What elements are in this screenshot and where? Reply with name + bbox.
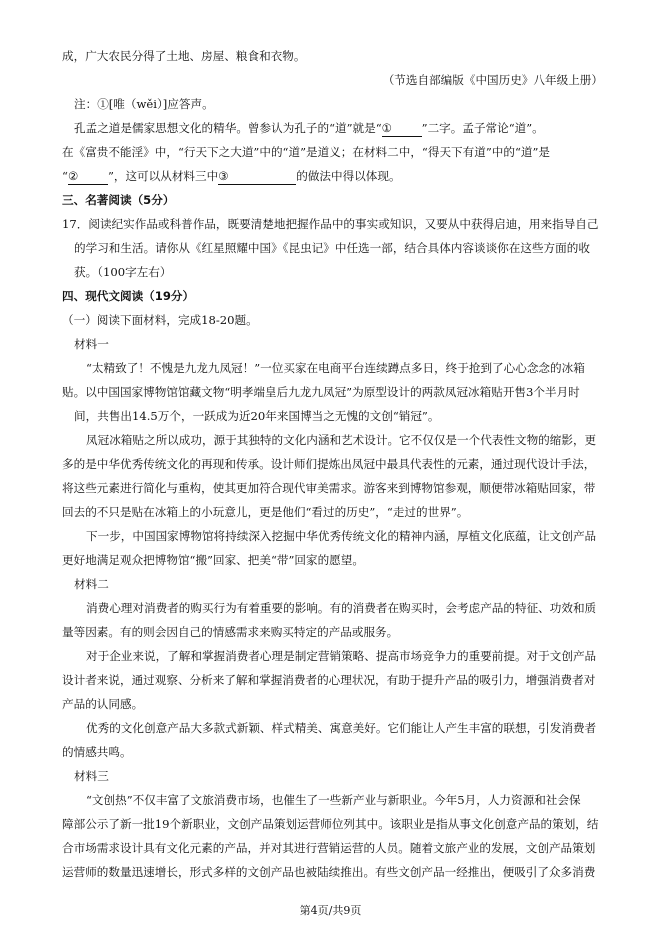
material-label: 材料三 bbox=[74, 769, 109, 783]
question-17: 17．阅读纪实作品或科普作品，既要清楚地把握作品中的事实或知识，又要从中获得启迪，用来指导自己 bbox=[62, 217, 599, 231]
paragraph-line: 运营师的数量迅速增长，形式多样的文创产品也被陆续推出。有些文创产品一经推出，便吸引了众多消费 bbox=[62, 865, 596, 879]
paragraph-line: “文创热”不仅丰富了文旅消费市场，也催生了一些新产业与新职业。今年5月，人力资源和社会保 bbox=[86, 793, 581, 807]
paragraph-line: 的情感共鸣。 bbox=[62, 745, 132, 759]
material-label: 材料二 bbox=[74, 577, 109, 591]
paragraph-line: 产品的认同感。 bbox=[62, 697, 144, 711]
paragraph-line: 合市场需求设计具有文化元素的产品，并对其进行营销运营的人员。随着文旅产业的发展，文创产品策划 bbox=[62, 841, 596, 855]
paragraph-line: 凤冠冰箱贴之所以成功，源于其独特的文化内涵和艺术设计。它不仅仅是一个代表性文物的缩影，更 bbox=[86, 433, 597, 447]
section-heading: 四、现代文阅读（19分） bbox=[62, 289, 195, 303]
paragraph-line: 多的是中华优秀传统文化的再现和传承。设计师们提炼出凤冠中最具代表性的元素，通过现代设计手法， bbox=[62, 457, 596, 471]
paragraph-line: “太精致了！不愧是九龙九凤冠！”一位买家在电商平台连续蹲点多日，终于抢到了心心念念的冰箱 bbox=[86, 361, 585, 375]
sub-heading: （一）阅读下面材料，完成18-20题。 bbox=[62, 313, 258, 327]
paragraph-line: 设计者来说，通过观察、分析来了解和掌握消费者的心理状况，有助于提升产品的吸引力，增强消费者对 bbox=[62, 673, 596, 687]
text-line: 成，广大农民分得了土地、房屋、粮食和衣物。 bbox=[62, 49, 306, 63]
text-line: 的学习和生活。请你从《红星照耀中国》《昆虫记》中任选一部，结合具体内容谈谈你在这些方面的收 bbox=[74, 241, 590, 255]
paragraph-line: 将这些元素进行简化与重构，使其更加符合现代审美需求。游客来到博物馆参观，顺便带冰箱贴回家，带 bbox=[62, 481, 596, 495]
paragraph-line: 障部公示了新一批19个新职业，文创产品策划运营师位列其中。该职业是指从事文化创意产品的策划，结 bbox=[62, 817, 599, 831]
source-note: （节选自部编版《中国历史》八年级上册） bbox=[382, 73, 603, 87]
fill-blank-question: 孔孟之道是儒家思想文化的精华。曾参认为孔子的“道”就是“① ”二字。孟子常论“道”。 bbox=[74, 121, 544, 135]
paragraph-line: 下一步，中国国家博物馆将持续深入挖掘中华优秀传统文化的精神内涵，厚植文化底蕴，让文创产品 bbox=[86, 529, 597, 543]
page-footer: 第4页/共9页 bbox=[299, 904, 362, 917]
paragraph-line: 消费心理对消费者的购买行为有着重要的影响。有的消费者在购买时，会考虑产品的特征、功效和质 bbox=[86, 601, 597, 615]
text-line: 获。（100字左右） bbox=[74, 265, 172, 279]
paragraph-line: 更好地满足观众把博物馆“搬”回家、把美“带”回家的愿望。 bbox=[62, 553, 364, 567]
blank-3[interactable]: ③ bbox=[218, 168, 296, 185]
paragraph-line: 间，共售出14.5万个，一跃成为近20年来国博当之无愧的文创“销冠”。 bbox=[74, 409, 440, 423]
paragraph-line: 量等因素。有的则会因自己的情感需求来购买特定的产品或服务。 bbox=[62, 625, 399, 639]
paragraph-line: 对于企业来说，了解和掌握消费者心理是制定营销策略、提高市场竞争力的重要前提。对于文创产品 bbox=[86, 649, 597, 663]
paragraph-line: 优秀的文化创意产品大多款式新颖、样式精美、寓意美好。它们能让人产生丰富的联想，引发消费者 bbox=[86, 721, 597, 735]
material-label: 材料一 bbox=[74, 337, 109, 351]
paragraph-line: 贴。以中国国家博物馆馆藏文物“明孝端皇后九龙九凤冠”为原型设计的两款凤冠冰箱贴开售3个半月时 bbox=[62, 385, 580, 399]
blank-1[interactable]: ① bbox=[382, 120, 422, 137]
blank-2[interactable]: ② bbox=[68, 168, 108, 185]
paragraph-line: 回去的不只是贴在冰箱上的小玩意儿，更是他们“看过的历史”，“走过的世界”。 bbox=[62, 505, 469, 519]
section-heading: 三、名著阅读（5分） bbox=[62, 193, 175, 207]
fill-blank-question: “② ”，这可以从材料三中③ 的做法中得以体现。 bbox=[62, 169, 401, 183]
text-line: 在《富贵不能淫》中，“行天下之大道”中的“道”是道义；在材料二中，“得天下有道”中的“道”是 bbox=[62, 145, 550, 159]
annotation-note: 注：①[唯（wěi）]应答声。 bbox=[74, 97, 214, 111]
